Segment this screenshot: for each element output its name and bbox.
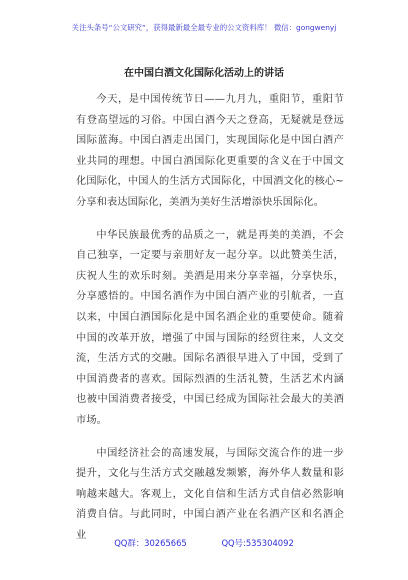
qq-number-label: QQ号:535304092 (221, 538, 294, 548)
document-body (76, 90, 344, 558)
paragraph-3: 中国经济社会的高速发展，与国际交流合作的进一步提升，文化与生活方式交融越发频繁，海外华人数量和影响越来越大。客观上，文化自信和生活方式自信必然影响消费自信。与此同时，中国白酒产业在名酒产区和名酒企业 (76, 447, 344, 541)
document-title: 在中国白酒文化国际化活动上的讲话 (124, 68, 284, 79)
qq-group-label: QQ群：30265665 (114, 538, 187, 548)
contact-footer (0, 537, 408, 549)
promo-banner: 关注头条号“公文研究”，获得最新最全最专业的公文资料库！ 微信：gongwenyj (71, 23, 337, 32)
paragraph-1: 今天，是中国传统节日——九月九，重阳节，重阳节有登高望远的习俗。中国白酒今天之登高，无疑就是登远国际蓝海。中国白酒走出国门，实现国际化是中国白酒产业共同的理想。中国白酒国际化更重要的含义在于中国文化国际化，中国人的生活方式国际化，中国酒文化的核心~分享和表达国际化，美酒为美好生活增添快乐国际化。 (76, 94, 344, 208)
paragraph-2: 中华民族最优秀的品质之一，就是再美的美酒，不会自己独享，一定要与亲朋好友一起分享。以此赞美生活，庆祝人生的欢乐时刻。美酒是用来分享幸福，分享快乐，分享感悟的。中国名酒作为中国白酒产业的引航者，一直以来，中国白酒国际化是中国名酒企业的重要使命。随着中国的改革开放，增强了中国与国际的经贸往来，人文交流，生活方式的交融。国际名酒很早进入了中国，受到了中国消费者的喜欢。国际烈酒的生活礼赞，生活艺术内涵也被中国消费者接受，中国已经成为国际社会最大的美酒市场。 (76, 229, 344, 426)
